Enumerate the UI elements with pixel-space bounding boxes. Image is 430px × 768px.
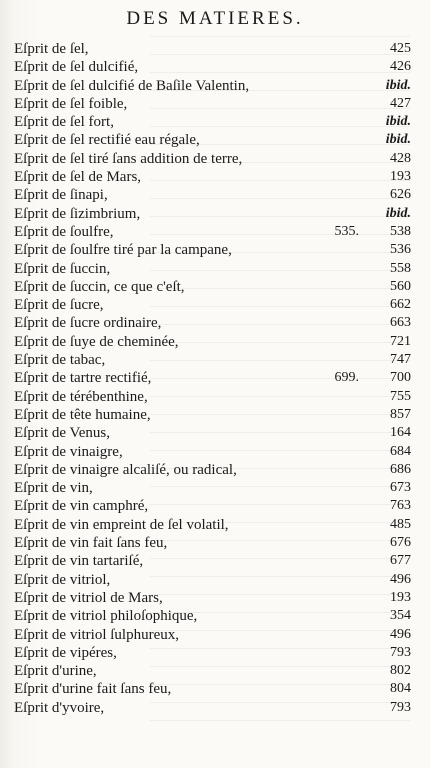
entry-page-ref: 496 bbox=[390, 571, 411, 587]
entry-term: Eſprit de ſoulfre tiré par la campane, bbox=[14, 242, 232, 259]
entry-page-ref: 663 bbox=[390, 315, 411, 331]
entry-page-ref: 662 bbox=[390, 297, 411, 313]
entry-term: Eſprit de ſoulfre, bbox=[14, 223, 114, 240]
entry-page-ref: 747 bbox=[390, 352, 411, 368]
entry-page-ref-first: 535. bbox=[334, 223, 359, 239]
index-entry bbox=[14, 333, 411, 351]
entry-page-ref: 676 bbox=[390, 535, 411, 551]
entry-page-ref: 560 bbox=[390, 278, 411, 294]
entry-page-ref: 428 bbox=[390, 150, 411, 166]
entry-term: Eſprit de ſuccin, bbox=[14, 260, 111, 277]
index-entry bbox=[14, 516, 411, 534]
entry-term: Eſprit de ſinapi, bbox=[14, 187, 108, 204]
entry-term: Eſprit de ſel foible, bbox=[14, 95, 128, 112]
entry-term: Eſprit de vin, bbox=[14, 480, 93, 497]
entry-term: Eſprit d'yvoire, bbox=[14, 699, 105, 716]
entry-term: Eſprit de ſel dulcifié, bbox=[14, 59, 139, 76]
entry-term: Eſprit de térébenthine, bbox=[14, 388, 148, 405]
entry-page-ref: ibid. bbox=[385, 114, 411, 130]
entry-page-ref: 496 bbox=[390, 626, 411, 642]
index-entry bbox=[14, 534, 411, 552]
index-entry bbox=[14, 461, 411, 479]
index-entry bbox=[14, 552, 411, 570]
entry-term: Eſprit de vinaigre, bbox=[14, 443, 123, 460]
index-entry bbox=[14, 40, 411, 58]
entry-term: Eſprit de ſuye de cheminée, bbox=[14, 333, 179, 350]
entry-page-ref: 804 bbox=[390, 681, 411, 697]
index-entry bbox=[14, 131, 411, 149]
entry-page-ref: 425 bbox=[390, 41, 411, 56]
entry-term: Eſprit de ſel rectifié eau régale, bbox=[14, 132, 200, 149]
index-entry bbox=[14, 150, 411, 168]
index-entry bbox=[14, 699, 411, 717]
entry-page-ref: 558 bbox=[390, 260, 411, 276]
index-entry bbox=[14, 278, 411, 296]
entry-term: Eſprit de ſel, bbox=[14, 41, 89, 57]
entry-page-ref: 686 bbox=[390, 461, 411, 477]
index-entry bbox=[14, 77, 411, 95]
entry-page-ref: 793 bbox=[390, 699, 411, 715]
index-entry bbox=[14, 95, 411, 113]
index-entry bbox=[14, 205, 411, 223]
entry-page-ref: 426 bbox=[390, 59, 411, 75]
entry-term: Eſprit de vitriol ſulphureux, bbox=[14, 626, 179, 643]
index-entry bbox=[14, 113, 411, 131]
entry-term: Eſprit de vitriol de Mars, bbox=[14, 589, 163, 606]
index-entry bbox=[14, 260, 411, 278]
index-entry bbox=[14, 626, 411, 644]
entry-term: Eſprit d'urine, bbox=[14, 663, 97, 680]
entry-page-ref: 802 bbox=[390, 663, 411, 679]
index-list bbox=[14, 40, 411, 717]
entry-term: Eſprit de vin fait ſans feu, bbox=[14, 535, 168, 552]
entry-term: Eſprit de ſel de Mars, bbox=[14, 169, 142, 186]
index-entry bbox=[14, 388, 411, 406]
entry-page-ref: 164 bbox=[390, 425, 411, 441]
entry-page-ref: 538 bbox=[390, 223, 411, 239]
entry-page-ref: 193 bbox=[390, 169, 411, 185]
entry-page-ref: 721 bbox=[390, 333, 411, 349]
entry-page-ref: 536 bbox=[390, 242, 411, 258]
entry-term: Eſprit de vitriol, bbox=[14, 571, 111, 588]
index-entry bbox=[14, 351, 411, 369]
entry-page-ref: 626 bbox=[390, 187, 411, 203]
entry-page-ref: 677 bbox=[390, 553, 411, 569]
entry-term: Eſprit de ſel fort, bbox=[14, 114, 114, 131]
index-entry bbox=[14, 241, 411, 259]
entry-term: Eſprit d'urine fait ſans feu, bbox=[14, 681, 172, 698]
index-entry bbox=[14, 369, 411, 387]
index-entry bbox=[14, 406, 411, 424]
entry-page-ref: ibid. bbox=[385, 132, 411, 148]
entry-page-ref: 485 bbox=[390, 516, 411, 532]
entry-page-ref: 857 bbox=[390, 406, 411, 422]
entry-page-ref: ibid. bbox=[385, 205, 411, 221]
entry-term: Eſprit de ſizimbrium, bbox=[14, 205, 141, 222]
index-entry bbox=[14, 424, 411, 442]
entry-page-ref: 755 bbox=[390, 388, 411, 404]
index-entry bbox=[14, 479, 411, 497]
entry-page-ref: 673 bbox=[390, 480, 411, 496]
entry-page-ref: 700 bbox=[390, 370, 411, 386]
entry-term: Eſprit de tabac, bbox=[14, 352, 106, 369]
entry-term: Eſprit de vin tartariſé, bbox=[14, 553, 144, 570]
entry-term: Eſprit de vitriol philoſophique, bbox=[14, 608, 198, 625]
entry-term: Eſprit de tête humaine, bbox=[14, 406, 151, 423]
index-entry bbox=[14, 644, 411, 662]
index-entry bbox=[14, 589, 411, 607]
index-entry bbox=[14, 680, 411, 698]
entry-page-ref: 193 bbox=[390, 589, 411, 605]
entry-term: Eſprit de ſel dulcifié de Baſile Valentin, bbox=[14, 77, 250, 94]
entry-page-ref: ibid. bbox=[385, 77, 411, 93]
index-entry bbox=[14, 223, 411, 241]
entry-term: Eſprit de ſucre, bbox=[14, 297, 104, 314]
entry-term: Eſprit de vin camphré, bbox=[14, 498, 149, 515]
entry-term: Eſprit de vinaigre alcaliſé, ou radical, bbox=[14, 461, 237, 478]
entry-page-ref: 763 bbox=[390, 498, 411, 514]
entry-page-ref: 354 bbox=[390, 608, 411, 624]
index-entry bbox=[14, 168, 411, 186]
page-header: DES MATIERES. bbox=[126, 8, 304, 29]
index-entry bbox=[14, 497, 411, 515]
entry-term: Eſprit de ſel tiré ſans addition de terre, bbox=[14, 150, 243, 167]
index-entry bbox=[14, 296, 411, 314]
entry-term: Eſprit de ſuccin, ce que c'eſt, bbox=[14, 278, 185, 295]
entry-term: Eſprit de tartre rectifié, bbox=[14, 370, 152, 387]
entry-term: Eſprit de vin empreint de ſel volatil, bbox=[14, 516, 229, 533]
entry-term: Eſprit de vipéres, bbox=[14, 644, 117, 661]
entry-term: Eſprit de ſucre ordinaire, bbox=[14, 315, 162, 332]
index-entry bbox=[14, 58, 411, 76]
entry-page-ref-first: 699. bbox=[334, 370, 359, 386]
entry-term: Eſprit de Venus, bbox=[14, 425, 110, 442]
index-entry bbox=[14, 662, 411, 680]
index-entry bbox=[14, 607, 411, 625]
entry-page-ref: 793 bbox=[390, 644, 411, 660]
entry-page-ref: 684 bbox=[390, 443, 411, 459]
index-entry bbox=[14, 571, 411, 589]
entry-page-ref: 427 bbox=[390, 95, 411, 111]
index-entry bbox=[14, 443, 411, 461]
index-entry bbox=[14, 314, 411, 332]
index-entry bbox=[14, 186, 411, 204]
